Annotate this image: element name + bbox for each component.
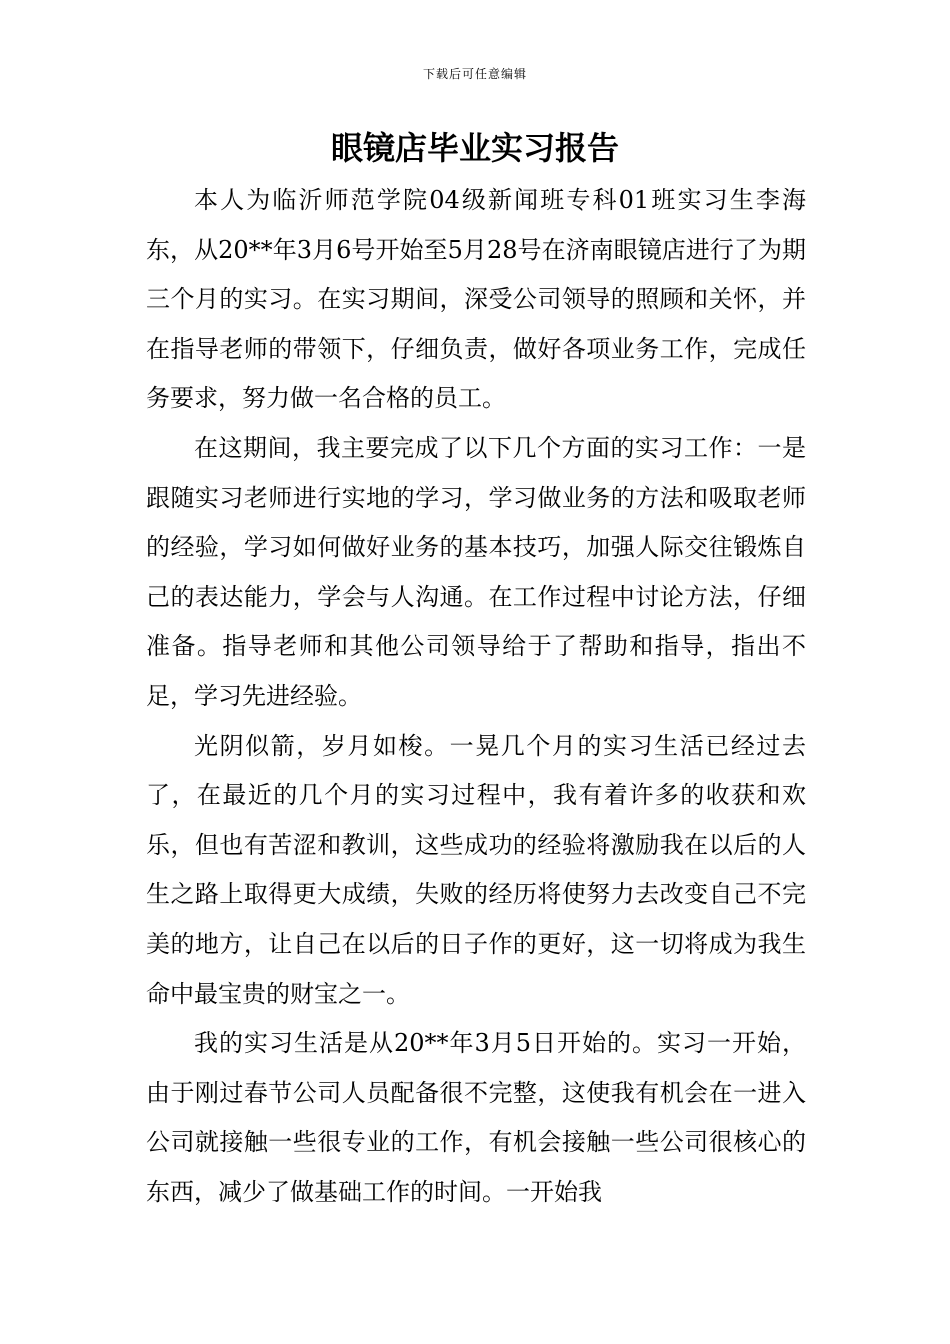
paragraph: 本人为临沂师范学院04级新闻班专科01班实习生李海东，从20**年3月6号开始至5月28号在济南眼镜店进行了为期三个月的实习。在实习期间，深受公司领导的照顾和关怀，并在指导老师的带领下，仔细负责，做好各项业务工作，完成任务要求，努力做一名合格的员工。 <box>146 186 806 413</box>
document-title: 眼镜店毕业实习报告 <box>330 129 619 167</box>
paragraph: 我的实习生活是从20**年3月5日开始的。实习一开始，由于刚过春节公司人员配备很不完整，这使我有机会在一进入公司就接触一些很专业的工作，有机会接触一些公司很核心的东西，减少了做基础工作的时间。一开始我 <box>146 1029 806 1206</box>
document-body <box>146 176 806 1217</box>
paragraph: 光阴似箭，岁月如梭。一晃几个月的实习生活已经过去了，在最近的几个月的实习过程中，我有着许多的收获和欢乐，但也有苦涩和教训，这些成功的经验将激励我在以后的人生之路上取得更大成绩，失败的经历将使努力去改变自己不完美的地方，让自己在以后的日子作的更好，这一切将成为我生命中最宝贵的财宝之一。 <box>146 731 806 1008</box>
header-note: 下载后可任意编辑 <box>422 67 527 81</box>
paragraph: 在这期间，我主要完成了以下几个方面的实习工作：一是跟随实习老师进行实地的学习，学习做业务的方法和吸取老师的经验，学习如何做好业务的基本技巧，加强人际交往锻炼自己的表达能力，学会与人沟通。在工作过程中讨论方法，仔细准备。指导老师和其他公司领导给于了帮助和指导，指出不足，学习先进经验。 <box>146 433 806 710</box>
